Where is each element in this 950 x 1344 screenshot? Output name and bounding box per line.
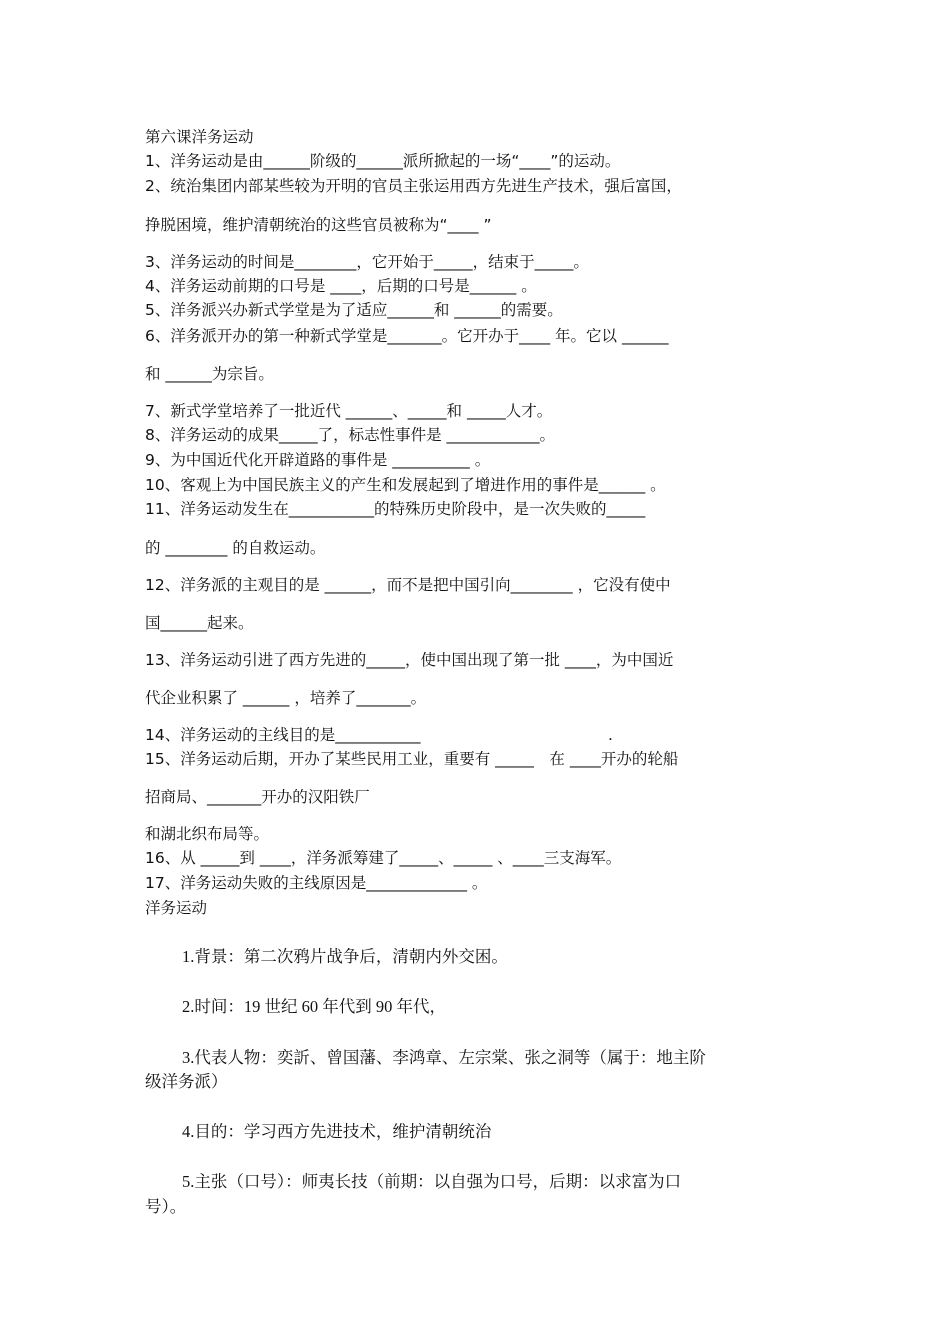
summary-figures: 3.代表人物：奕訢、曾国藩、李鸿章、左宗棠、张之洞等（属于：地主阶 bbox=[182, 1048, 706, 1067]
question-17: 17、洋务运动失败的主线原因是_____________ 。 bbox=[145, 874, 488, 892]
summary-slogan-cont: 号）。 bbox=[145, 1197, 187, 1216]
summary-heading: 洋务运动 bbox=[145, 899, 208, 917]
question-16: 16、从 _____到 ____，洋务派筹建了_____、_____ 、____三支海军。 bbox=[145, 849, 622, 867]
question-13-cont: 代企业积累了 ______ ，培养了_______。 bbox=[145, 689, 427, 707]
question-14-dot: . bbox=[608, 726, 613, 744]
question-5: 5、洋务派兴办新式学堂是为了适应______和 ______的需要。 bbox=[145, 301, 563, 319]
summary-background: 1.背景：第二次鸦片战争后，清朝内外交困。 bbox=[182, 947, 508, 966]
question-1: 1、洋务运动是由______阶级的______派所掀起的一场“____”的运动。 bbox=[145, 152, 621, 170]
question-7: 7、新式学堂培养了一批近代 ______、_____和 _____人才。 bbox=[145, 402, 553, 420]
question-12-cont: 国______起来。 bbox=[145, 614, 254, 632]
question-8: 8、洋务运动的成果_____了，标志性事件是 ____________。 bbox=[145, 426, 556, 444]
question-14-text: 14、洋务运动的主线目的是___________ bbox=[145, 726, 421, 744]
question-12: 12、洋务派的主观目的是 ______，而不是把中国引向________ ，它没有使中 bbox=[145, 576, 671, 594]
summary-goal: 4.目的：学习西方先进技术，维护清朝统治 bbox=[182, 1122, 492, 1141]
summary-slogan: 5.主张（口号）：师夷长技（前期：以自强为口号，后期：以求富为口 bbox=[182, 1172, 682, 1191]
question-14 bbox=[145, 724, 613, 746]
question-11-cont: 的 ________ 的自救运动。 bbox=[145, 539, 326, 557]
question-4: 4、洋务运动前期的口号是 ____，后期的口号是______ 。 bbox=[145, 277, 537, 295]
question-13: 13、洋务运动引进了西方先进的_____，使中国出现了第一批 ____，为中国近 bbox=[145, 651, 674, 669]
question-2: 2、统治集团内部某些较为开明的官员主张运用西方先进生产技术，强后富国， bbox=[145, 177, 682, 195]
page-title: 第六课洋务运动 bbox=[145, 128, 254, 146]
question-2-cont: 挣脱困境，维护清朝统治的这些官员被称为“____ ” bbox=[145, 216, 492, 234]
question-6-cont: 和 ______为宗旨。 bbox=[145, 365, 274, 383]
question-9: 9、为中国近代化开辟道路的事件是 __________ 。 bbox=[145, 451, 491, 469]
question-10: 10、客观上为中国民族主义的产生和发展起到了增进作用的事件是______ 。 bbox=[145, 476, 666, 494]
question-3: 3、洋务运动的时间是________，它开始于_____，结束于_____。 bbox=[145, 253, 589, 271]
question-6: 6、洋务派开办的第一种新式学堂是_______。它开办于____ 年。它以 ______ bbox=[145, 327, 669, 345]
question-15-cont-2: 和湖北织布局等。 bbox=[145, 825, 270, 843]
summary-time: 2.时间：19 世纪 60 年代到 90 年代， bbox=[182, 997, 446, 1016]
summary-figures-cont: 级洋务派） bbox=[145, 1072, 228, 1091]
question-15-cont: 招商局、_______开办的汉阳铁厂 bbox=[145, 788, 370, 806]
question-15: 15、洋务运动后期，开办了某些民用工业，重要有 _____ 在 ____开办的轮船 bbox=[145, 750, 679, 768]
question-11: 11、洋务运动发生在___________的特殊历史阶段中，是一次失败的_____ bbox=[145, 500, 646, 518]
